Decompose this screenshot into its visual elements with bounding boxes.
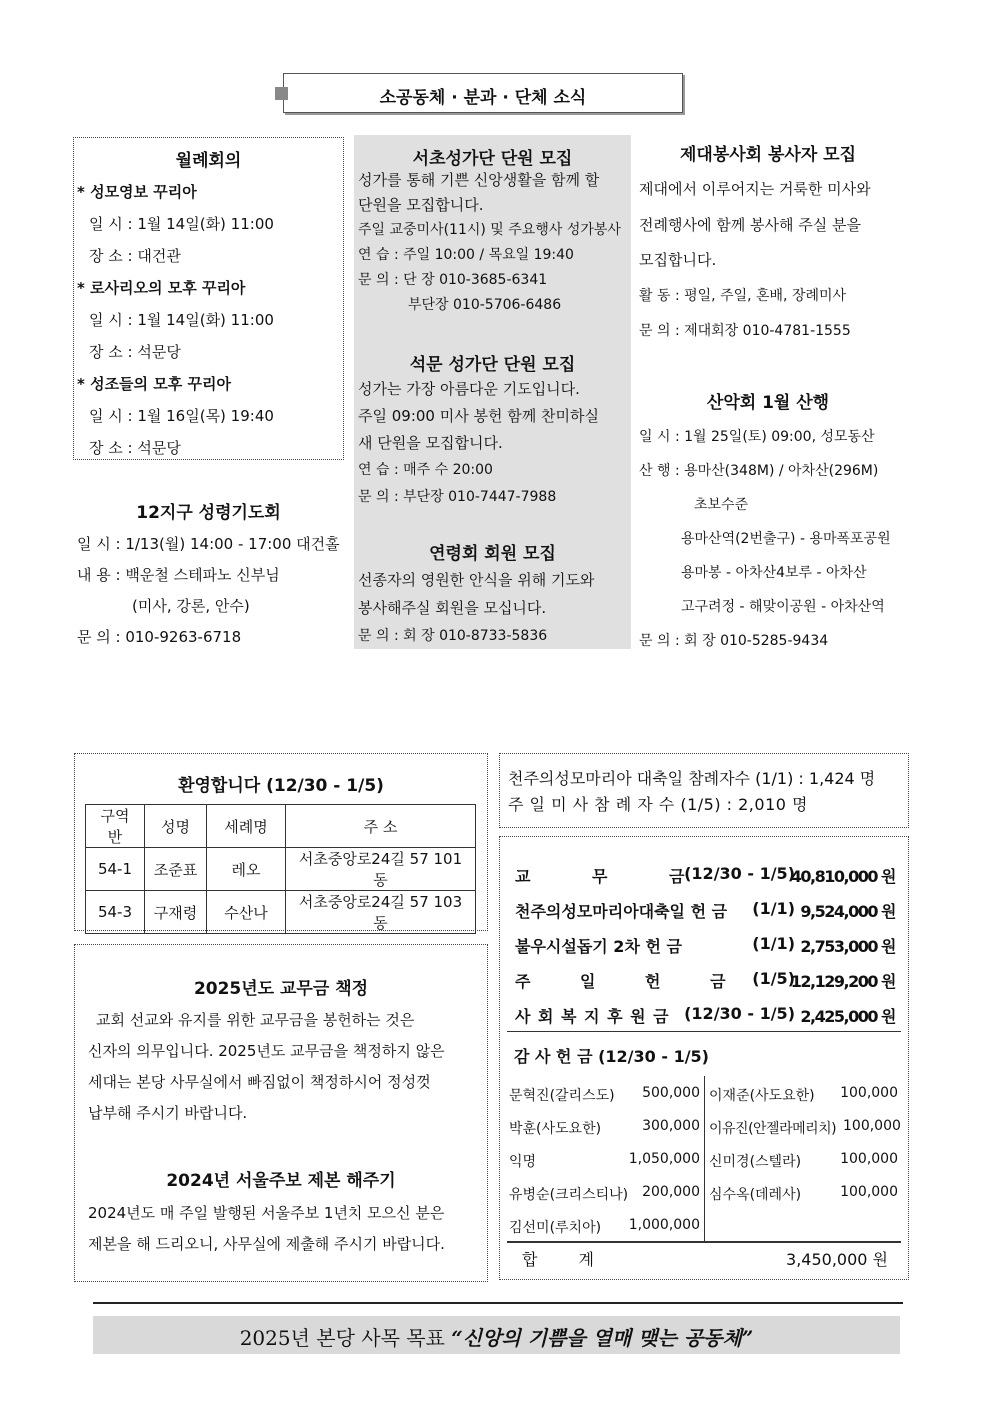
choir-line: 연 습 : 주일 10:00 / 목요일 19:40 (358, 247, 574, 263)
thanks-name: 이재준(사도요한) (709, 1088, 815, 1104)
thanks-amount: 100,000 (840, 1184, 898, 1200)
altar-title: 제대봉사회 봉사자 모집 (679, 145, 857, 165)
finance-amount: 12,129,200 원 (790, 972, 895, 991)
monthly-item-date: 일 시 : 1월 14일(화) 11:00 (89, 215, 274, 233)
attendance-line: 주 일 미 사 참 례 자 수 (1/5) : 2,010 명 (508, 795, 808, 814)
seokmun-choir-title: 석문 성가단 단원 모집 (409, 355, 576, 375)
altar-lines (639, 172, 871, 350)
finance-label: 천주의성모마리아대축일 헌 금 (515, 902, 728, 921)
finance-period: (1/1) (752, 899, 795, 918)
notice-line: 제본을 해 드리오니, 사무실에 제출해 주시기 바랍니다. (88, 1235, 445, 1253)
table-cell: 수산나 (207, 891, 286, 934)
thanks-amount: 1,000,000 (628, 1217, 700, 1233)
finance-label: 교 무 금 (515, 867, 713, 886)
yeonryeong-line: 봉사해주실 회원을 모십니다. (358, 599, 547, 617)
hiking-line: 산 행 : 용마산(348M) / 아차산(296M) (639, 463, 879, 479)
choir-line: 연 습 : 매주 수 20:00 (358, 462, 493, 478)
choir-line: 문 의 : 단 장 010-3685-6341 (358, 272, 548, 288)
attendance-line: 천주의성모마리아 대축일 참례자수 (1/1) : 1,424 명 (508, 769, 876, 788)
monthly-item-place: 장 소 : 석문당 (89, 439, 181, 457)
finance-period: (1/1) (752, 934, 795, 953)
thanks-amount: 500,000 (642, 1085, 700, 1101)
monthly-item-place: 장 소 : 석문당 (89, 343, 181, 361)
thanks-column-divider (704, 1076, 705, 1241)
thanks-amount: 100,000 (840, 1151, 898, 1167)
monthly-item-date: 일 시 : 1월 14일(화) 11:00 (89, 311, 274, 329)
choir-line: 부단장 010-5706-6486 (408, 297, 562, 313)
finance-row (515, 969, 895, 992)
finance-period: (12/30 - 1/5) (684, 1004, 795, 1023)
prayer-lines (77, 529, 340, 653)
table-cell: 54-1 (86, 848, 145, 891)
choir-line: 새 단원을 모집합니다. (358, 434, 503, 452)
finance-period: (12/30 - 1/5) (684, 864, 795, 883)
hiking-line: 용마산역(2번출구) - 용마폭포공원 (681, 531, 891, 547)
thanks-amount: 300,000 (642, 1118, 700, 1134)
total-amount: 3,450,000 원 (786, 1250, 888, 1269)
finance-amount: 2,425,000 원 (800, 1007, 895, 1026)
welcome-title: 환영합니다 (12/30 - 1/5) (178, 776, 384, 796)
finance-label: 사 회 복 지 후 원 금 (515, 1007, 670, 1026)
section-header (283, 73, 683, 113)
finance-amount: 40,810,000 원 (790, 867, 895, 886)
monthly-item-name: * 성모영보 꾸리아 (77, 183, 197, 201)
total-label: 합 계 (522, 1250, 612, 1269)
thanks-amount: 100,000 (840, 1085, 898, 1101)
altar-line: 전례행사에 함께 봉사해 주실 분을 (639, 215, 861, 234)
yeonryeong-line: 문 의 : 회 장 010-8733-5836 (358, 628, 548, 644)
thanks-name: 유병순(크리스티나) (509, 1187, 629, 1203)
altar-line: 문 의 : 제대회장 010-4781-1555 (639, 323, 851, 339)
prayer-line: 문 의 : 010-9263-6718 (77, 628, 242, 646)
thanks-amount: 100,000 (843, 1118, 901, 1134)
footer-motto (93, 1322, 900, 1351)
notice-line: 교회 선교와 유지를 위한 교무금을 봉헌하는 것은 (96, 1011, 415, 1029)
finance-amount: 2,753,000 원 (800, 937, 895, 956)
hiking-line: 문 의 : 회 장 010-5285-9434 (639, 633, 829, 649)
monthly-item-date: 일 시 : 1월 16일(목) 19:40 (89, 407, 274, 425)
thanks-amount: 1,050,000 (628, 1151, 700, 1167)
monthly-item-name: * 로사리오의 모후 꾸리아 (77, 279, 246, 297)
footer-prefix: 2025년 본당 사목 목표 (239, 1326, 445, 1350)
prayer-line: 내 용 : 백운철 스테파노 신부님 (77, 566, 280, 584)
table-header-row (86, 805, 476, 848)
finance-row (515, 899, 895, 922)
monthly-item-place: 장 소 : 대건관 (89, 247, 181, 265)
choir-line: 주일 교중미사(11시) 및 주요행사 성가봉사 (358, 222, 621, 238)
prayer-title: 12지구 성령기도회 (136, 503, 281, 523)
monthly-title: 월례회의 (175, 151, 242, 171)
notice-line: 세대는 본당 사무실에서 빠짐없이 책정하시어 정성껏 (88, 1073, 431, 1091)
welcome-box (74, 753, 488, 931)
finance-period: (1/5) (752, 969, 795, 988)
thanks-name: 이유진(안젤라메리치) (709, 1121, 837, 1137)
column-header: 구역반 (86, 805, 145, 848)
thanks-name: 김선미(루치아) (509, 1220, 602, 1236)
table-cell: 구재령 (145, 891, 207, 934)
notice-title: 2025년도 교무금 책정 (193, 979, 369, 999)
section-title: 소공동체 · 분과 · 단체 소식 (379, 88, 587, 108)
yeonryeong-lines (358, 566, 594, 650)
altar-line: 활 동 : 평일, 주일, 혼배, 장례미사 (639, 287, 847, 304)
yeonryeong-title: 연령회 회원 모집 (429, 544, 556, 564)
finance-label: 주 일 헌 금 (515, 972, 748, 991)
prayer-line: 일 시 : 1/13(월) 14:00 - 17:00 대건홀 (77, 535, 340, 553)
altar-line: 모집합니다. (639, 251, 717, 269)
table-cell: 서초중앙로24길 57 103동 (286, 891, 476, 934)
footer-divider (93, 1302, 903, 1304)
table-cell: 54-3 (86, 891, 145, 934)
notice-line: 납부해 주시기 바랍니다. (88, 1104, 248, 1122)
table-cell: 레오 (207, 848, 286, 891)
seocho-choir-lines (358, 168, 621, 318)
notice-lines (88, 1005, 445, 1129)
column-header: 성명 (145, 805, 207, 848)
finance-row (515, 934, 895, 957)
thanks-amount: 200,000 (642, 1184, 700, 1200)
altar-line: 제대에서 이루어지는 거룩한 미사와 (639, 180, 871, 198)
prayer-line: (미사, 강론, 안수) (132, 597, 250, 615)
hiking-line: 일 시 : 1월 25일(토) 09:00, 성모동산 (639, 429, 875, 445)
finance-row (515, 1004, 895, 1027)
notice-line: 2024년도 매 주일 발행된 서울주보 1년치 모으신 분은 (88, 1204, 445, 1222)
finance-label: 불우시설돕기 2차 헌 금 (515, 937, 682, 956)
thanks-title: 감 사 헌 금 (12/30 - 1/5) (514, 1047, 709, 1066)
notice-lines (88, 1198, 445, 1260)
choir-line: 성가를 통해 기쁜 신앙생활을 함께 할 (358, 171, 600, 189)
thanks-name: 익명 (509, 1154, 537, 1170)
finance-amount: 9,524,000 원 (800, 902, 895, 921)
monthly-item-name: * 성조들의 모후 꾸리아 (77, 375, 231, 393)
choir-line: 문 의 : 부단장 010-7447-7988 (358, 489, 557, 505)
thanks-name: 박훈(사도요한) (509, 1121, 602, 1137)
hiking-line: 용마봉 - 아차산4보루 - 아차산 (681, 565, 867, 581)
choir-line: 주일 09:00 미사 봉헌 함께 찬미하실 (358, 407, 599, 425)
column-header: 주 소 (286, 805, 476, 848)
thanks-name: 신미경(스텔라) (709, 1154, 802, 1170)
hiking-title: 산악회 1월 산행 (706, 393, 830, 413)
finance-row (515, 864, 895, 887)
column-header: 세례명 (207, 805, 286, 848)
hiking-line: 초보수준 (694, 497, 749, 513)
thanks-name: 심수옥(데레사) (709, 1187, 802, 1203)
choir-line: 단원을 모집합니다. (358, 196, 484, 214)
hiking-line: 고구려정 - 해맞이공원 - 아차산역 (681, 599, 885, 615)
table-cell: 조준표 (145, 848, 207, 891)
notice-title: 2024년 서울주보 제본 해주기 (166, 1171, 396, 1191)
notice-line: 신자의 의무입니다. 2025년도 교무금을 책정하지 않은 (88, 1042, 445, 1060)
total-divider (507, 1241, 901, 1243)
footer-motto-text: “신앙의 기쁨을 열매 맺는 공동체” (451, 1326, 754, 1350)
yeonryeong-line: 선종자의 영원한 안식을 위해 기도와 (358, 571, 595, 589)
table-row (86, 848, 476, 891)
seocho-choir-title: 서초성가단 단원 모집 (412, 149, 573, 169)
attendance-box (499, 753, 909, 828)
table-cell: 서초중앙로24길 57 101동 (286, 848, 476, 891)
divider (507, 1031, 901, 1032)
seokmun-choir-lines (358, 376, 599, 511)
thanks-name: 문혁진(갈리스도) (509, 1088, 615, 1104)
hiking-lines (639, 420, 891, 658)
welcome-table (85, 804, 476, 934)
choir-line: 성가는 가장 아름다운 기도입니다. (358, 380, 580, 398)
table-row (86, 891, 476, 934)
monthly-list (77, 176, 274, 464)
